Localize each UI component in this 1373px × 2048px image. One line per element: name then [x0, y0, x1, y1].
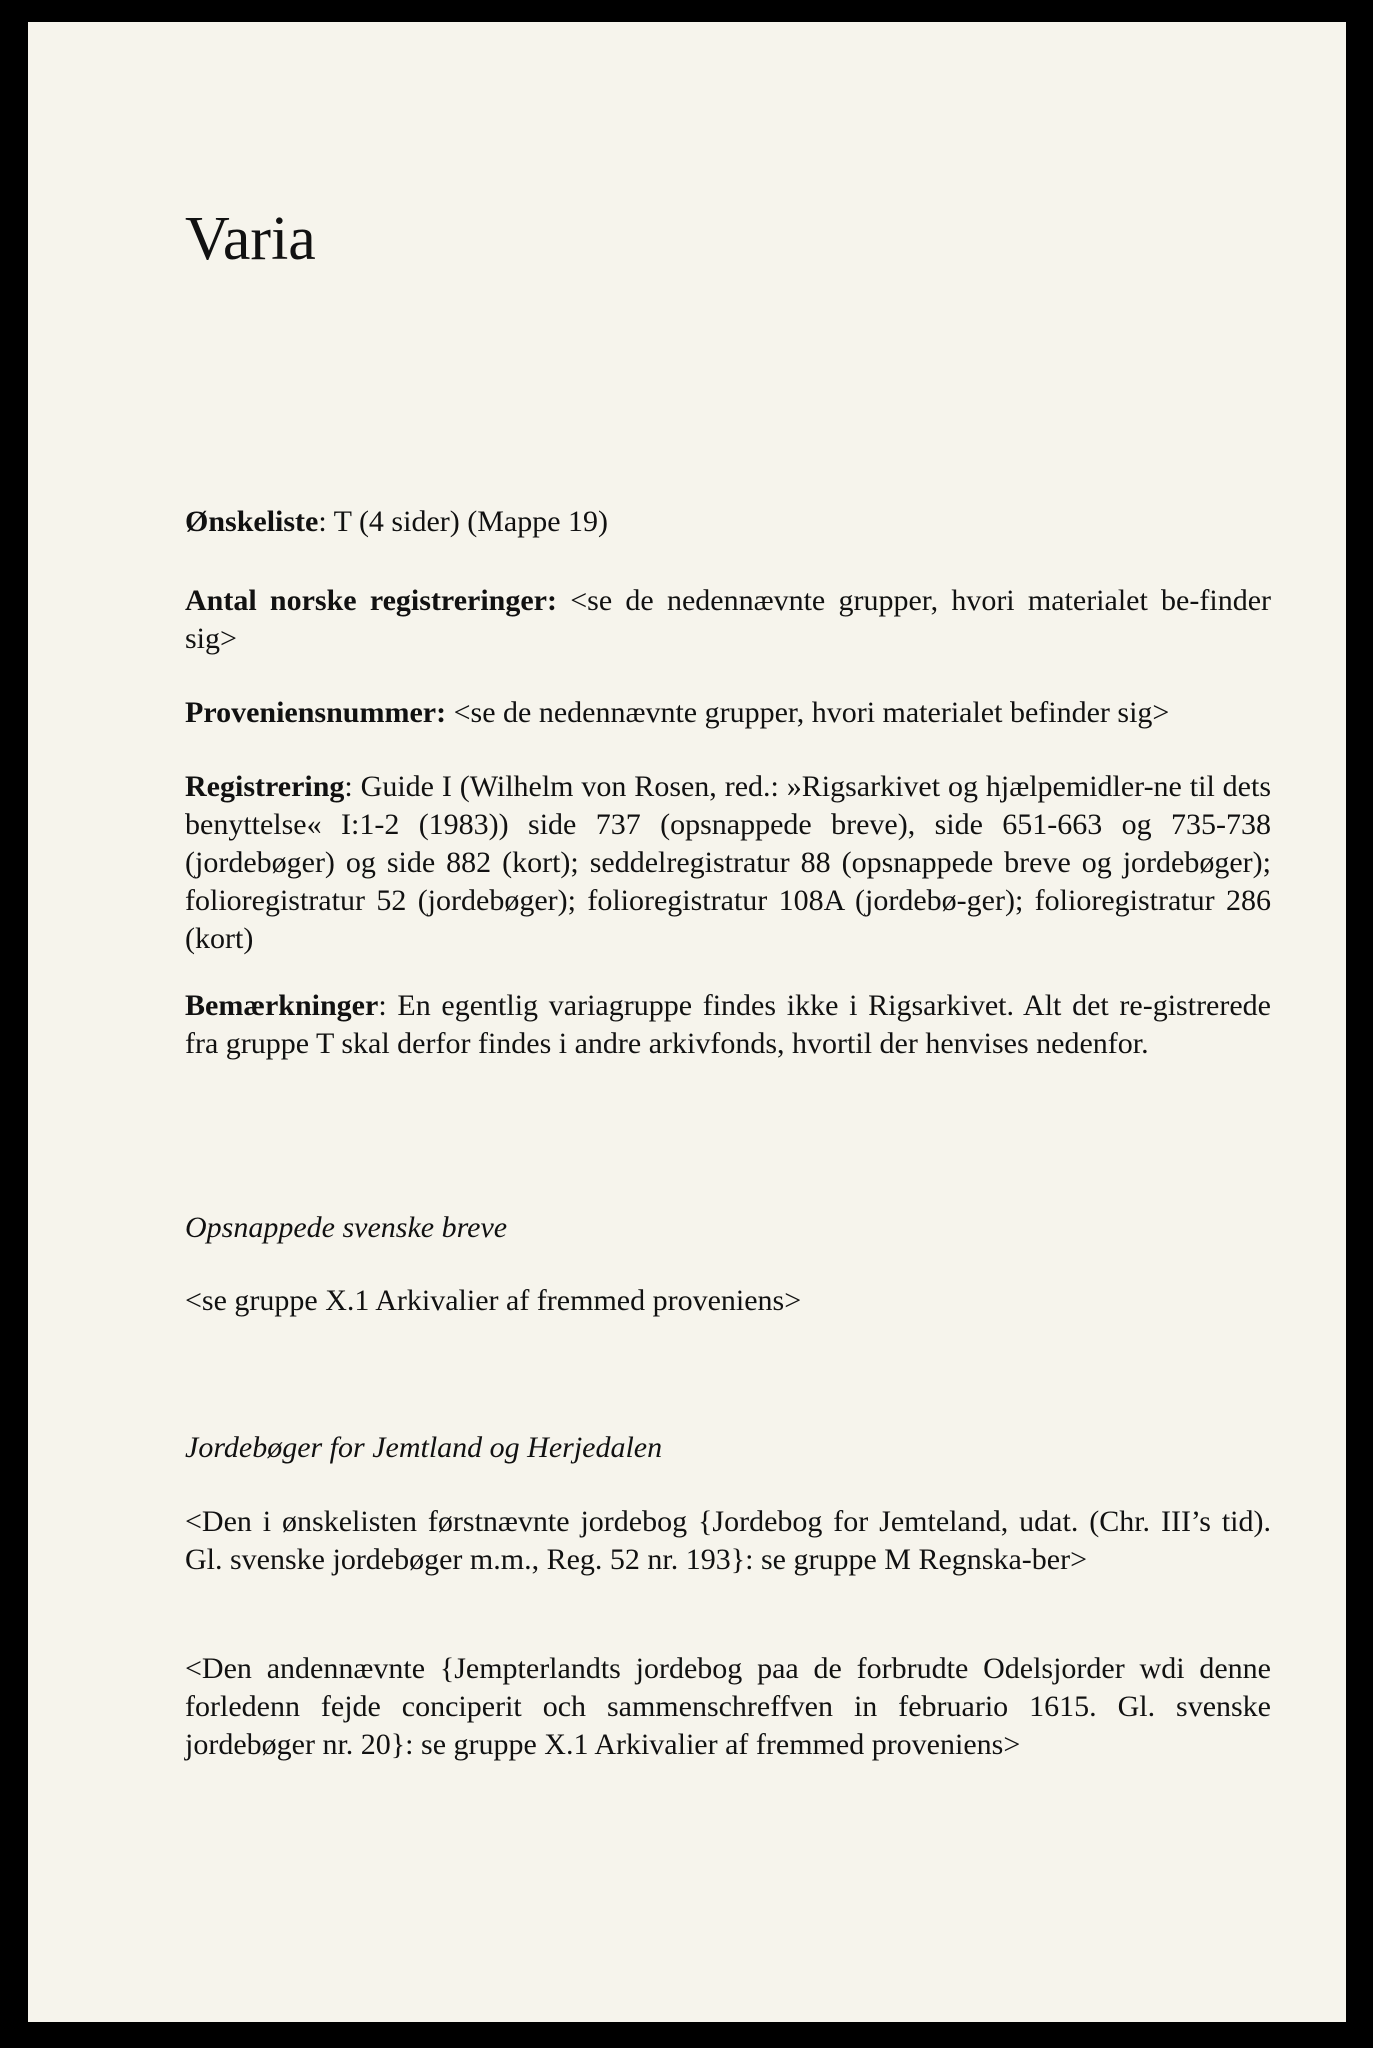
- field-label: Registrering: [185, 770, 345, 803]
- field-text: T (4 sider) (Mappe 19): [326, 505, 609, 538]
- section-paragraph: <Den andennævnte {Jempterlandts jordebog paa de forbrudte Odelsjorder wdi denne forledenn fejde conciperit och sammenschreffven in februario 1615. Gl. svenske jordebøger nr. 20}: se gruppe X.1 Arkivalier af fremmed proveniens>: [185, 1652, 1271, 1761]
- section-heading-opsnappede-breve: Opsnappede svenske breve: [185, 1211, 508, 1244]
- field-text: <se de nedennævnte grupper, hvori materialet be-finder sig>: [185, 584, 1271, 655]
- field-text: Guide I (Wilhelm von Rosen, red.: »Rigsarkivet og hjælpemidler-ne til dets benyttelse« I:1-2 (1983)) side 737 (opsnappede breve), side 651-663 og 735-738 (jordebøger) og side 882 (kort); seddelregistratur 88 (opsnappede breve og jordebøger); folioregistratur 52 (jordebøger); folioregistratur 108A (jordebø-ger); folioregistratur 286 (kort): [185, 770, 1271, 955]
- field-separator: :: [378, 989, 387, 1022]
- field-text: <se de nedennævnte grupper, hvori materialet befinder sig>: [446, 696, 1170, 729]
- section-heading-jordeboger: Jordebøger for Jemtland og Herjedalen: [185, 1431, 663, 1464]
- field-label: Antal norske registreringer:: [185, 584, 557, 617]
- field-label: Bemærkninger: [185, 989, 379, 1022]
- field-label: Proveniensnummer:: [185, 696, 447, 729]
- field-antal-norske-registreringer: [185, 582, 1271, 658]
- section-paragraph: <Den i ønskelisten førstnævnte jordebog {Jordebog for Jemteland, udat. (Chr. III’s tid). Gl. svenske jordebøger m.m., Reg. 52 nr. 193}: se gruppe M Regnska-ber>: [185, 1505, 1271, 1576]
- document-page: [28, 22, 1346, 2022]
- section-paragraph: <se gruppe X.1 Arkivalier af fremmed proveniens>: [185, 1284, 802, 1317]
- field-bemaerkninger: [185, 987, 1271, 1063]
- field-label: Ønskeliste: [185, 505, 319, 538]
- field-separator: :: [318, 505, 327, 538]
- field-text: En egentlig variagruppe findes ikke i Rigsarkivet. Alt det re-gistrerede fra gruppe T skal derfor findes i andre arkivfonds, hvortil der henvises nedenfor.: [185, 989, 1271, 1060]
- page-title: Varia: [185, 205, 316, 273]
- field-proveniensnummer: [185, 694, 1271, 732]
- field-registrering: [185, 768, 1271, 958]
- field-separator: :: [344, 770, 353, 803]
- field-onskeliste: [185, 503, 1271, 541]
